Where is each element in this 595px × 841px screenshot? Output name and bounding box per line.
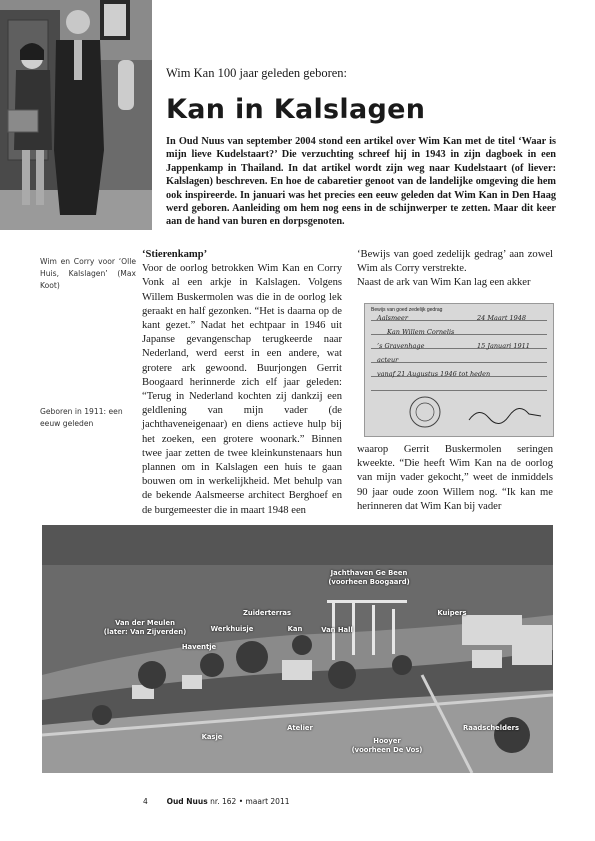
document-caption: Geboren in 1911: een eeuw geleden bbox=[40, 407, 123, 428]
document-hand-line: Kan Willem Cornelis bbox=[387, 328, 455, 336]
label-raadschelders: Raadschelders bbox=[463, 724, 519, 732]
document-hand-line: Aalsmeer bbox=[377, 314, 408, 322]
kicker: Wim Kan 100 jaar geleden geboren: bbox=[166, 66, 348, 80]
label-van-hall: Van Hall bbox=[321, 626, 353, 634]
document-hand-line: vanaf 21 Augustus 1946 tot heden bbox=[377, 370, 491, 378]
label-zuiderterras: Zuiderterras bbox=[242, 609, 292, 617]
document-hand-line: acteur bbox=[377, 356, 399, 364]
article-column-1 bbox=[142, 248, 342, 518]
signature bbox=[465, 402, 545, 428]
document-hand-line: 15 Januari 1911 bbox=[477, 342, 530, 350]
label-kan: Kan bbox=[287, 625, 303, 633]
column-2-paragraph-2: Naast de ark van Wim Kan lag een akker bbox=[357, 277, 531, 289]
magazine-name: Oud Nuus bbox=[166, 797, 208, 806]
column-2-paragraph-1: ‘Bewijs van goed zedelijk gedrag’ aan zowel Wim als Corry verstrekte. bbox=[357, 249, 553, 275]
label-werkhuisje: Werkhuisje bbox=[210, 625, 254, 633]
page-number: 4 bbox=[143, 797, 148, 806]
label-haventje: Haventje bbox=[181, 643, 217, 651]
label-atelier: Atelier bbox=[287, 724, 313, 732]
stamp-seal bbox=[405, 394, 445, 430]
subheading: ‘Stierenkamp’ bbox=[142, 249, 208, 260]
label-van-der-meulen: Van der Meulen (later: Van Zijverden) bbox=[103, 619, 187, 636]
document-header: Bewijs van goed zedelijk gedrag bbox=[371, 307, 443, 313]
label-kuipers: Kuipers bbox=[437, 609, 467, 617]
document-hand-line: ’s Gravenhage bbox=[377, 342, 425, 350]
label-hooyer: Hooyer (voorheen De Vos) bbox=[351, 737, 423, 754]
aerial-photo-kalslagen bbox=[42, 525, 553, 773]
label-jachthaven: Jachthaven Ge Been (voorheen Boogaard) bbox=[328, 569, 410, 586]
article-column-2-top bbox=[357, 248, 553, 291]
issue-info: nr. 162 • maart 2011 bbox=[210, 797, 290, 806]
document-scan-bewijs bbox=[364, 303, 554, 437]
headline: Kan in Kalslagen bbox=[166, 94, 426, 125]
intro-paragraph: In Oud Nuus van september 2004 stond een artikel over Wim Kan met de titel ‘Waar is mijn lieve Kudelstaart?’ Die verzuchting schreef hij in 1943 in zijn dagboek in een Jappenkamp in Thailand. In dat artikel wordt zijn weg naar Kudelstaart (of liever: Kalslagen) beschreven. En hoe de cabaretier genoot van de landelijke omgeving die hem ook inspireerde. In januari was het precies een eeuw geleden dat Wim Kan in Den Haag werd geboren. Aanleiding om hem nog eens in de schijnwerper te zetten. Maar dit keer aan de hand van buren en dorpsgenoten. bbox=[166, 136, 556, 228]
photo-caption: Wim en Corry voor ‘Olle Huis, Kalslagen’ (Max Koot) bbox=[40, 257, 136, 290]
article-column-2-bottom: waarop Gerrit Buskermolen seringen kweekte. “Die heeft Wim Kan na de oorlog van mijn vader gekocht,” weet de inmiddels 90 jaar oude zoon Willem nog. “Ik kan me herinneren dat Wim Kan bij vader bbox=[357, 444, 553, 512]
photo-wim-and-corry bbox=[0, 0, 152, 230]
document-hand-line: 24 Maart 1948 bbox=[477, 314, 527, 322]
label-kasje: Kasje bbox=[201, 733, 223, 741]
column-1-body: Voor de oorlog betrokken Wim Kan en Corry Vonk al een arkje in Kalslagen. Volgens Willem Buskermolen was die in de oorlog lek geraakt en half gezonken. “Het is daarna op de kant gezet.” Nadat het echtpaar in 1946 uit Japanse gevangenschap terugkeerde naar Nederland, werd eerst in een andere, wat grotere ark gewoond. Buurjongen Gerrit Boogaard herinnerde zich elf jaar geleden: “Terug in Nederland kochten zij dankzij een geldlening van mijn vader (de jachthaveneigenaar) en diens actieve hulp bij het zoeken, een grotere woonark.” Binnen twee jaar zetten de twee kleinkunstenaars hun plannen om in Kalslagen een huis te gaan bouwen om in werkelijkheid. Met behulp van de bekende Aalsmeerse architect Berghoef en de burgemeester die in maart 1948 een bbox=[142, 263, 342, 516]
page-footer bbox=[143, 797, 290, 806]
